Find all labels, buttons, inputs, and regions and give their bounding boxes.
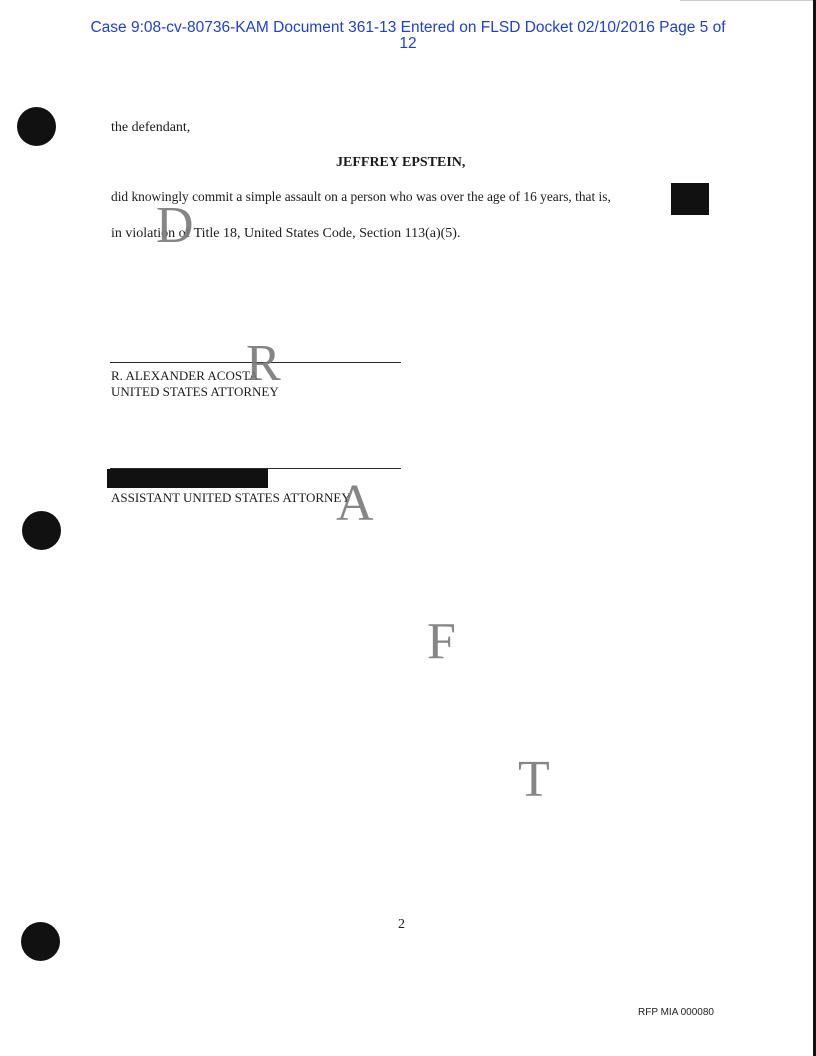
defendant-name: JEFFREY EPSTEIN, bbox=[336, 155, 466, 170]
watermark-letter-f: F bbox=[427, 613, 456, 670]
page-top-edge bbox=[680, 0, 816, 1]
assistant-title: ASSISTANT UNITED STATES ATTORNEY bbox=[111, 490, 351, 505]
statute-text: in violation of Title 18, United States Code, Section 113(a)(5). bbox=[111, 226, 461, 241]
court-header-stamp: Case 9:08-cv-80736-KAM Document 361-13 Entered on FLSD Docket 02/10/2016 Page 5 of bbox=[90, 19, 726, 36]
watermark-letter-a: A bbox=[336, 475, 374, 532]
watermark-letter-d: D bbox=[156, 197, 194, 254]
punch-hole-bottom bbox=[21, 922, 60, 961]
us-attorney-title: UNITED STATES ATTORNEY bbox=[111, 384, 279, 399]
watermark-letter-r: R bbox=[246, 335, 281, 392]
bates-number: RFP MIA 000080 bbox=[638, 1007, 714, 1018]
punch-hole-middle bbox=[22, 511, 61, 550]
us-attorney-name: R. ALEXANDER ACOSTA bbox=[111, 368, 259, 383]
watermark-letter-t: T bbox=[518, 751, 550, 808]
page-number: 2 bbox=[398, 917, 405, 932]
defendant-intro: the defendant, bbox=[111, 120, 191, 135]
punch-hole-top bbox=[17, 107, 56, 146]
charge-text: did knowingly commit a simple assault on a person who was over the age of 16 years, that is, bbox=[111, 189, 611, 204]
court-header-stamp-continued: 12 bbox=[399, 35, 417, 52]
redaction-box-assistant-name bbox=[107, 469, 268, 488]
redaction-box-victim bbox=[671, 183, 709, 215]
